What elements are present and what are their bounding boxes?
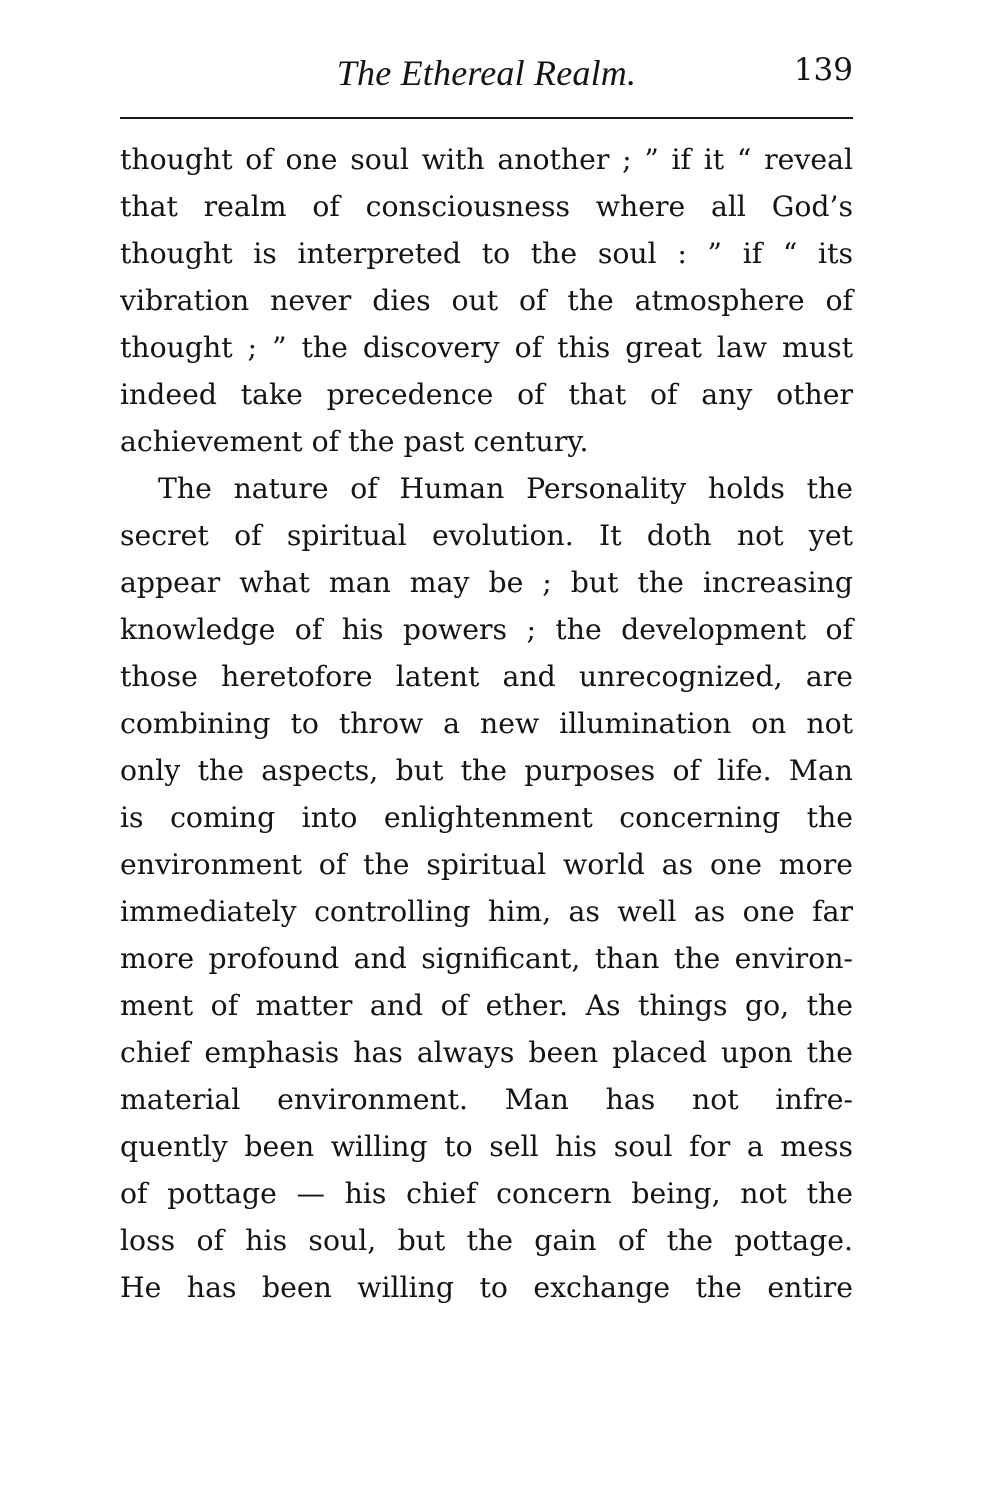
text-line: thought is interpreted to the soul : ” if “ its <box>120 237 853 270</box>
text-line: those heretofore latent and unrecognized, are <box>120 660 853 693</box>
text-line: only the aspects, but the purposes of life. Man <box>120 754 853 787</box>
text-line: chief emphasis has always been placed upon the <box>120 1036 853 1069</box>
text-line: material environment. Man has not infre- <box>120 1083 853 1116</box>
text-line: thought ; ” the discovery of this great law must <box>120 331 853 364</box>
running-head-title: The Ethereal Realm. <box>336 53 637 93</box>
text-line: more profound and significant, than the environ- <box>120 942 853 975</box>
text-line: indeed take precedence of that of any other <box>120 378 853 411</box>
header-rule <box>120 117 853 119</box>
body-text <box>120 136 853 1311</box>
text-line: He has been willing to exchange the entire <box>120 1271 853 1304</box>
text-line: loss of his soul, but the gain of the pottage. <box>120 1224 853 1257</box>
text-line: that realm of consciousness where all God’s <box>120 190 853 223</box>
paragraph-1 <box>120 136 853 465</box>
text-line: ment of matter and of ether. As things go, the <box>120 989 853 1022</box>
text-line: immediately controlling him, as well as one far <box>120 895 853 928</box>
paragraph-2 <box>120 465 853 1311</box>
running-head <box>120 44 853 104</box>
text-line: combining to throw a new illumination on not <box>120 707 853 740</box>
text-line: environment of the spiritual world as one more <box>120 848 853 881</box>
text-line: The nature of Human Personality holds the <box>158 472 853 505</box>
text-line: quently been willing to sell his soul for a mess <box>120 1130 853 1163</box>
text-line: knowledge of his powers ; the development of <box>120 613 853 646</box>
text-line: vibration never dies out of the atmosphere of <box>120 284 853 317</box>
text-line: appear what man may be ; but the increasing <box>120 566 853 599</box>
page-number: 139 <box>793 52 853 88</box>
text-line: achievement of the past century. <box>120 425 589 458</box>
text-line: of pottage — his chief concern being, not the <box>120 1177 853 1210</box>
text-line: is coming into enlightenment concerning the <box>120 801 853 834</box>
text-line: thought of one soul with another ; ” if it “ reveal <box>120 143 853 176</box>
text-line: secret of spiritual evolution. It doth not yet <box>120 519 853 552</box>
